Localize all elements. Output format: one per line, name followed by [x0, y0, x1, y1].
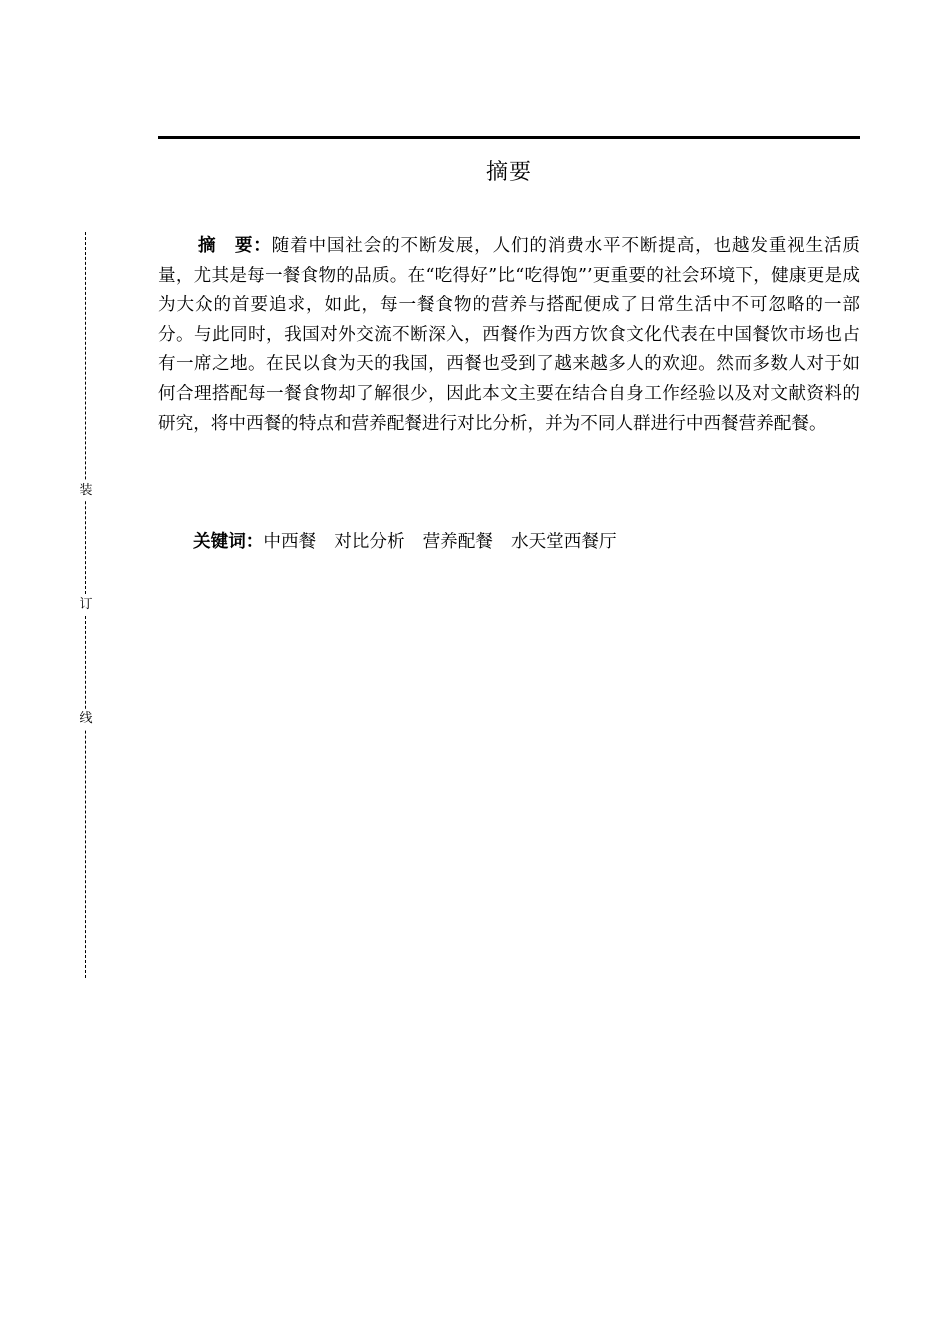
binding-label-xian: 线: [77, 709, 95, 729]
abstract-paragraph: [158, 232, 860, 439]
binding-label-zhuang: 装: [77, 481, 95, 501]
header-rule: [158, 136, 860, 139]
keywords-lead: 关键词：: [193, 532, 264, 552]
abstract-lead: 摘 要：: [198, 236, 272, 256]
binding-label-ding: 订: [77, 595, 95, 615]
abstract-text: 随着中国社会的不断发展，人们的消费水平不断提高，也越发重视生活质量，尤其是每一餐食物的品质。在“吃得好”比“吃得饱”’更重要的社会环境下，健康更是成为大众的首要追求，如此，每一餐食物的营养与搭配便成了日常生活中不可忽略的一部分。与此同时，我国对外交流不断深入，西餐作为西方饮食文化代表在中国餐饮市场也占有一席之地。在民以食为天的我国，西餐也受到了越来越多人的欢迎。然而多数人对于如何合理搭配每一餐食物却了解很少，因此本文主要在结合自身工作经验以及对文献资料的研究，将中西餐的特点和营养配餐进行对比分析，并为不同人群进行中西餐营养配餐。: [158, 236, 860, 434]
keyword-item: 营养配餐: [422, 532, 493, 552]
keyword-item: 水天堂西餐厅: [510, 532, 617, 552]
keywords-line: [193, 528, 860, 557]
keyword-item: 对比分析: [334, 532, 405, 552]
keyword-item: 中西餐: [263, 532, 317, 552]
page-title: 摘要: [485, 160, 532, 185]
